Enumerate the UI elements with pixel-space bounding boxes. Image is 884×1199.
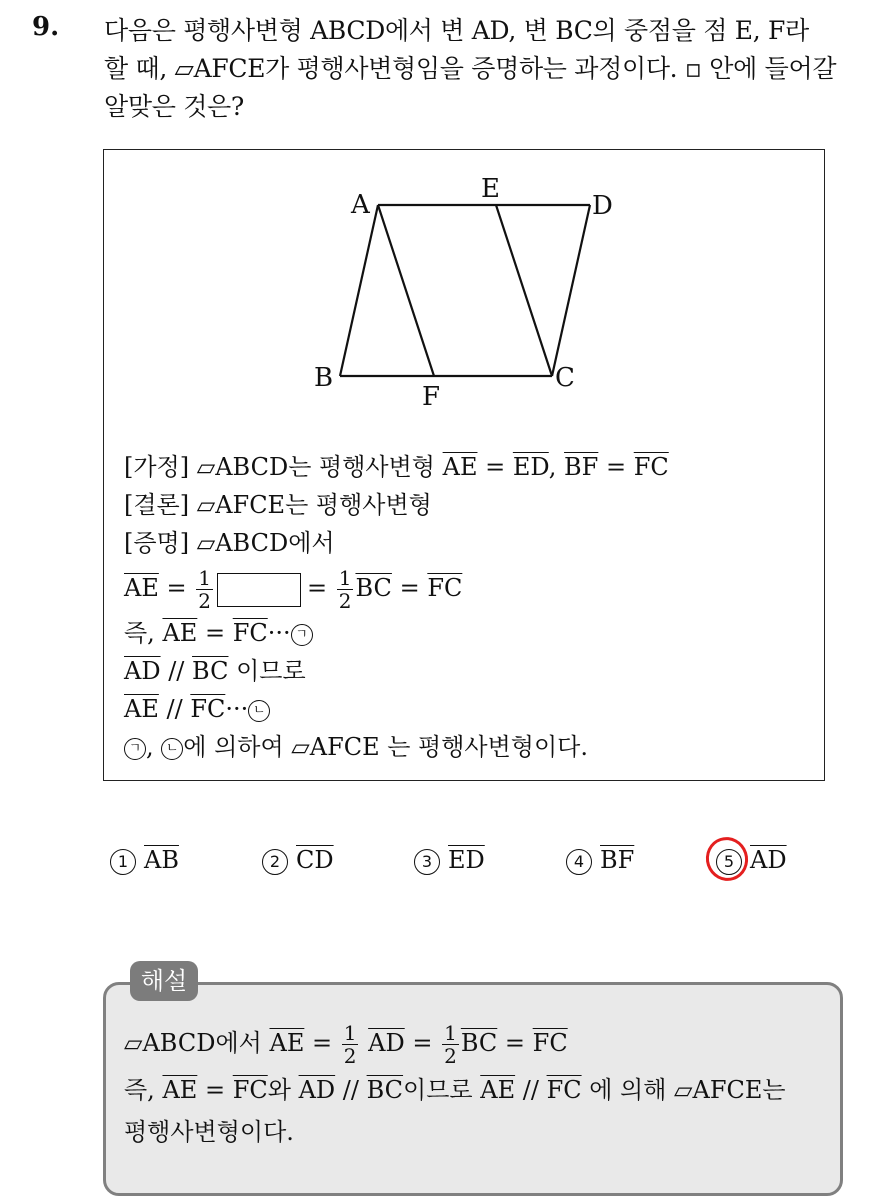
question-text bbox=[104, 12, 864, 126]
dots: ··· bbox=[267, 619, 291, 647]
label-d: D bbox=[592, 191, 613, 221]
parallelogram-figure bbox=[104, 150, 826, 450]
solution-line-1 bbox=[124, 1017, 786, 1069]
seg-bc: $\overline{BC}$ bbox=[460, 1029, 498, 1057]
seg-fc: $\overline{FC}$ bbox=[232, 619, 268, 647]
side-dc bbox=[552, 205, 590, 376]
circled-giyeok: ㄱ bbox=[124, 738, 146, 760]
circled-nieun: ㄴ bbox=[248, 700, 270, 722]
side-ab bbox=[340, 205, 378, 376]
solution-prefix: ▱ABCD에서 bbox=[124, 1029, 262, 1057]
solution-line-3: 평행사변형이다. bbox=[124, 1118, 294, 1146]
choice-segment: $\overline{ED}$ bbox=[448, 846, 485, 874]
question-line-1: 다음은 평행사변형 ABCD에서 변 AD, 변 BC의 중점을 점 E, F라 bbox=[104, 16, 809, 45]
solution-box bbox=[103, 982, 843, 1196]
solution-suffix: 에 의해 ▱AFCE는 bbox=[589, 1076, 786, 1104]
label-c: C bbox=[555, 363, 575, 393]
parallel-sign: // bbox=[342, 1076, 359, 1104]
choice-segment: $\overline{AB}$ bbox=[144, 846, 179, 874]
line-prefix: 즉, bbox=[124, 619, 155, 647]
denominator: 2 bbox=[343, 1044, 357, 1068]
seg-bc: $\overline{BC}$ bbox=[366, 1076, 404, 1104]
choice-number: 3 bbox=[414, 849, 440, 875]
conclusion-text: ▱AFCE는 평행사변형 bbox=[196, 491, 432, 519]
seg-ae: $\overline{AE}$ bbox=[124, 574, 159, 602]
numerator: 1 bbox=[343, 1021, 357, 1045]
solution-prefix: 즉, bbox=[124, 1076, 155, 1104]
choice-2[interactable] bbox=[262, 846, 334, 875]
proof-line-proof-start bbox=[124, 524, 669, 562]
numerator: 1 bbox=[444, 1021, 457, 1045]
seg-fc: $\overline{FC}$ bbox=[427, 574, 463, 602]
seg-bc: $\overline{BC}$ bbox=[355, 574, 392, 602]
proof-line-equation bbox=[124, 562, 669, 614]
parallel-sign: // bbox=[168, 657, 185, 685]
seg-fc: $\overline{FC}$ bbox=[546, 1076, 582, 1104]
conclusion-label: [결론] bbox=[124, 491, 190, 519]
imeuro: 이므로 bbox=[403, 1076, 473, 1104]
denominator: 2 bbox=[444, 1044, 457, 1068]
choice-4[interactable] bbox=[566, 846, 634, 875]
seg-fc: $\overline{FC}$ bbox=[232, 1076, 268, 1104]
seg-ad: $\overline{AD}$ bbox=[298, 1076, 336, 1104]
seg-ae: $\overline{AE}$ bbox=[162, 1076, 198, 1104]
proof-box bbox=[103, 149, 825, 781]
final-text: 에 의하여 ▱AFCE 는 평행사변형이다. bbox=[183, 733, 588, 761]
proof-line-conclusion bbox=[124, 486, 669, 524]
choice-segment: $\overline{BF}$ bbox=[600, 846, 635, 874]
answer-choices bbox=[0, 846, 884, 880]
denominator: 2 bbox=[338, 589, 352, 613]
proof-start-text: ▱ABCD에서 bbox=[196, 529, 335, 557]
equals: = bbox=[204, 1076, 226, 1104]
proof-line-final bbox=[124, 728, 669, 766]
answer-blank-box bbox=[217, 573, 301, 607]
solution-tag: 해설 bbox=[130, 961, 198, 1001]
choice-number: 5 bbox=[716, 849, 742, 875]
hypothesis-text: ▱ABCD는 평행사변형 bbox=[196, 453, 435, 481]
imeuro: 이므로 bbox=[236, 657, 306, 685]
proof-line-equal-segments bbox=[124, 614, 669, 652]
seg-ae: $\overline{AE}$ bbox=[480, 1076, 516, 1104]
label-f: F bbox=[422, 382, 441, 412]
seg-ed: $\overline{ED}$ bbox=[512, 453, 549, 481]
fraction-half bbox=[342, 1022, 359, 1067]
seg-ae: $\overline{AE}$ bbox=[162, 619, 198, 647]
proof-line-hypothesis bbox=[124, 448, 669, 486]
question-number: 9. bbox=[32, 12, 60, 42]
comma: , bbox=[548, 453, 557, 481]
label-e: E bbox=[481, 174, 500, 204]
equals: = bbox=[204, 619, 226, 647]
seg-ae: $\overline{AE}$ bbox=[442, 453, 478, 481]
solution-line-2 bbox=[124, 1069, 786, 1111]
dots: ··· bbox=[225, 695, 249, 723]
particle-wa: 와 bbox=[267, 1076, 291, 1104]
comma: , bbox=[146, 733, 154, 761]
seg-fc: $\overline{FC}$ bbox=[532, 1029, 568, 1057]
choice-number: 2 bbox=[262, 849, 288, 875]
choice-1[interactable] bbox=[110, 846, 179, 875]
segment-ec bbox=[496, 205, 552, 376]
choice-3[interactable] bbox=[414, 846, 485, 875]
seg-bc: $\overline{BC}$ bbox=[192, 657, 229, 685]
equals: = bbox=[485, 453, 506, 481]
equals: = bbox=[312, 1029, 333, 1057]
equals: = bbox=[306, 574, 328, 602]
choice-number: 1 bbox=[110, 849, 136, 875]
choice-segment: $\overline{AD}$ bbox=[750, 846, 787, 874]
seg-fc: $\overline{FC}$ bbox=[633, 453, 669, 481]
circled-nieun: ㄴ bbox=[161, 738, 183, 760]
hypothesis-label: [가정] bbox=[124, 453, 190, 481]
choice-number: 4 bbox=[566, 849, 592, 875]
equals: = bbox=[605, 453, 627, 481]
circled-giyeok: ㄱ bbox=[291, 624, 313, 646]
choice-segment: $\overline{CD}$ bbox=[296, 846, 334, 874]
seg-ad: $\overline{AD}$ bbox=[368, 1029, 405, 1057]
proof-label: [증명] bbox=[124, 529, 190, 557]
label-b: B bbox=[314, 363, 334, 393]
seg-ae: $\overline{AE}$ bbox=[269, 1029, 305, 1057]
equals: = bbox=[412, 1029, 433, 1057]
seg-ae: $\overline{AE}$ bbox=[124, 695, 159, 723]
question-line-3: 알맞은 것은? bbox=[104, 92, 245, 121]
parallel-sign: // bbox=[166, 695, 183, 723]
equals: = bbox=[504, 1029, 526, 1057]
segment-af bbox=[378, 205, 434, 376]
seg-fc: $\overline{FC}$ bbox=[190, 695, 226, 723]
fraction-half bbox=[196, 567, 213, 612]
question-line-2: 할 때, ▱AFCE가 평행사변형임을 증명하는 과정이다. ▫ 안에 들어갈 bbox=[104, 54, 837, 83]
numerator: 1 bbox=[338, 566, 352, 590]
label-a: A bbox=[351, 190, 370, 220]
proof-line-parallel-ae-fc bbox=[124, 690, 669, 728]
equals: = bbox=[399, 574, 420, 602]
fraction-half bbox=[337, 567, 354, 612]
parallel-sign: // bbox=[522, 1076, 539, 1104]
proof-text bbox=[124, 448, 669, 766]
denominator: 2 bbox=[198, 589, 211, 613]
equals: = bbox=[166, 574, 187, 602]
proof-line-parallel-ad-bc bbox=[124, 652, 669, 690]
seg-bf: $\overline{BF}$ bbox=[564, 453, 599, 481]
seg-ad: $\overline{AD}$ bbox=[124, 657, 161, 685]
solution-text bbox=[124, 1017, 786, 1153]
numerator: 1 bbox=[198, 566, 211, 590]
fraction-half bbox=[442, 1022, 459, 1067]
